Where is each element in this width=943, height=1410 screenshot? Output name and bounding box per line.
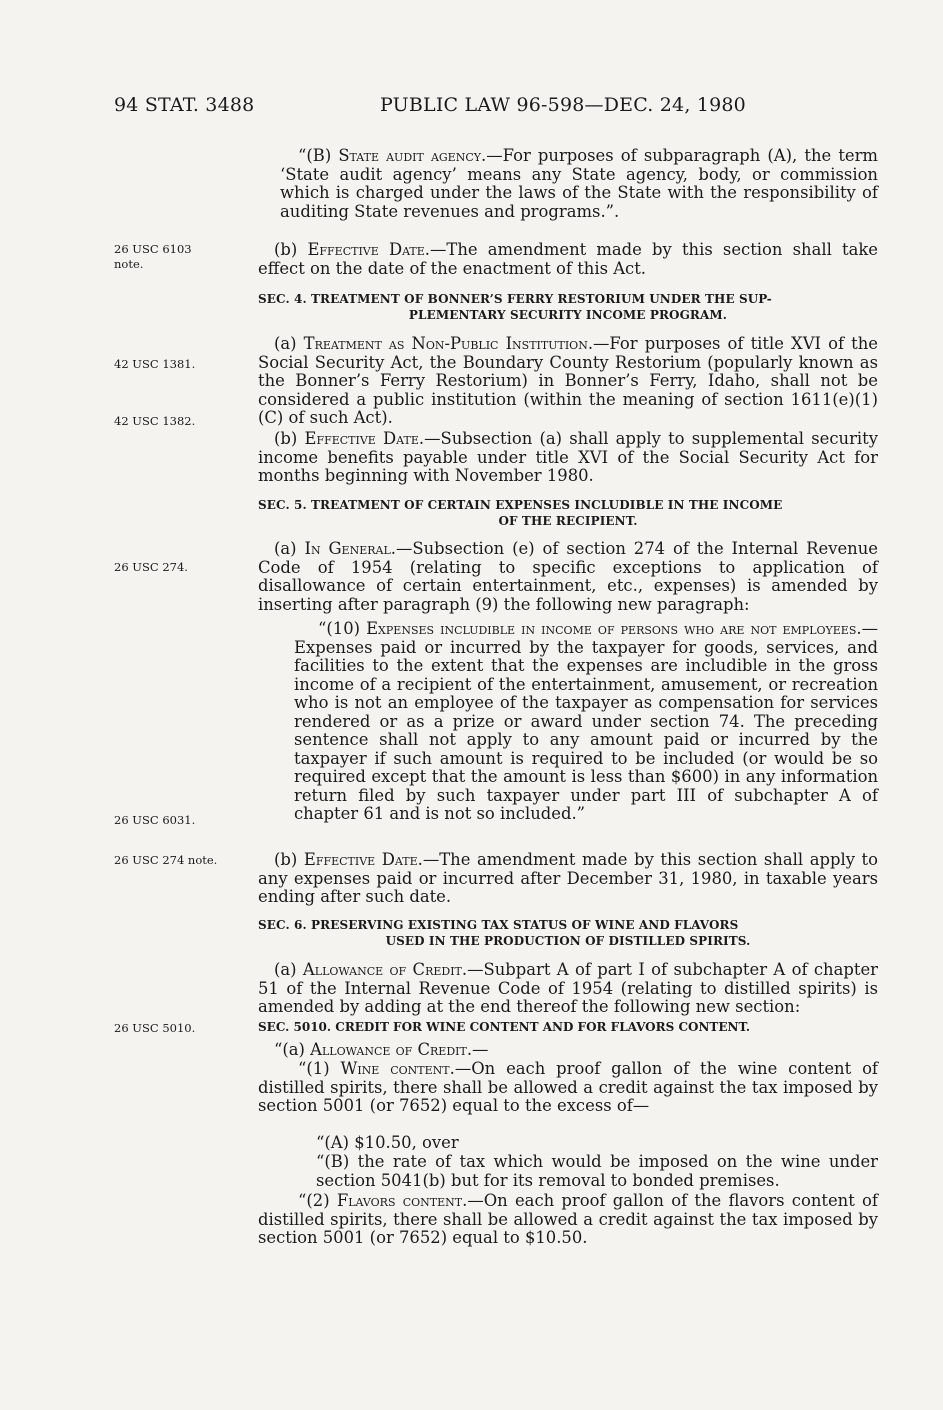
section-5-heading: SEC. 5. TREATMENT OF CERTAIN EXPENSES INCLUDIBLE IN THE INCOME OF THE RECIPIENT. bbox=[258, 498, 783, 528]
public-law-title: PUBLIC LAW 96-598—DEC. 24, 1980 bbox=[380, 94, 746, 116]
paragraph-wine-b: “(B) the rate of tax which would be imposed on the wine under section 5041(b) but for its removal to bonded premises. bbox=[316, 1152, 878, 1190]
paragraph-effective-date-3: (b) Effective Date.—The amendment made by this section shall apply to any expenses paid or incurred after December 31, 1980, in taxable years ending after such date. bbox=[258, 850, 878, 906]
margin-note: 26 USC 5010. bbox=[114, 1021, 196, 1035]
paragraph-flavors-content: “(2) Flavors content.—On each proof gallon of the flavors content of distilled spirits, there shall be allowed a credit against the tax imposed by section 5001 (or 7652) equal to $10.50. bbox=[258, 1191, 878, 1247]
margin-note: 26 USC 274. bbox=[114, 560, 188, 574]
section-6-heading: SEC. 6. PRESERVING EXISTING TAX STATUS OF WINE AND FLAVORS USED IN THE PRODUCTION OF DISTILLED SPIRITS. bbox=[258, 918, 751, 948]
paragraph-in-general: (a) In General.—Subsection (e) of section 274 of the Internal Revenue Code of 1954 (relating to specific exceptions to application of disallowance of certain entertainment, etc., expenses) is amended by inserting after paragraph (9) the following new paragraph: bbox=[258, 539, 878, 614]
paragraph-expenses-includible: “(10) Expenses includible in income of persons who are not employees.—Expenses paid or incurred by the taxpayer for goods, services, and facilities to the extent that the expenses are includible in the gross income of a recipient of the entertainment, amusement, or recreation who is not an employee of the taxpayer as compensation for services rendered or as a prize or award under section 74. The preceding sentence shall not apply to any amount paid or incurred by the taxpayer if such amount is required to be included (or would be so required except that the amount is less than $600) in any information return filed by such taxpayer under part III of subchapter A of chapter 61 and is not so included.” bbox=[294, 619, 878, 823]
paragraph-5010-a: “(a) Allowance of Credit.— bbox=[274, 1040, 489, 1059]
paragraph-state-audit-agency: “(B) State audit agency.—For purposes of subparagraph (A), the term ‘State audit agency’ means any State agency, body, or commission which is charged under the laws of the State with the responsibility of auditing State revenues and programs.”. bbox=[280, 146, 878, 221]
paragraph-effective-date-1: (b) Effective Date.—The amendment made by this section shall take effect on the date of the enactment of this Act. bbox=[258, 240, 878, 278]
paragraph-wine-a: “(A) $10.50, over bbox=[316, 1133, 459, 1152]
margin-note: note. bbox=[114, 257, 144, 271]
margin-note: 26 USC 274 note. bbox=[114, 853, 218, 867]
paragraph-allowance-of-credit: (a) Allowance of Credit.—Subpart A of part I of subchapter A of chapter 51 of the Internal Revenue Code of 1954 (relating to distilled spirits) is amended by adding at the end thereof the following new section: bbox=[258, 960, 878, 1016]
margin-note: 26 USC 6031. bbox=[114, 813, 196, 827]
margin-note: 26 USC 6103 bbox=[114, 242, 192, 256]
stat-citation: 94 STAT. 3488 bbox=[114, 94, 255, 116]
paragraph-non-public-institution: (a) Treatment as Non-Public Institution.—For purposes of title XVI of the Social Security Act, the Boundary County Restorium (popularly known as the Bonner’s Ferry Restorium) in Bonner’s Ferry, Idaho, shall not be considered a public institution (within the meaning of section 1611(e)(1)(C) of such Act). bbox=[258, 334, 878, 427]
section-5010-heading: SEC. 5010. CREDIT FOR WINE CONTENT AND FOR FLAVORS CONTENT. bbox=[258, 1020, 751, 1034]
margin-note: 42 USC 1381. bbox=[114, 357, 196, 371]
section-4-heading: SEC. 4. TREATMENT OF BONNER’S FERRY RESTORIUM UNDER THE SUP- PLEMENTARY SECURITY INCOME PROGRAM. bbox=[258, 292, 772, 322]
margin-note: 42 USC 1382. bbox=[114, 414, 196, 428]
paragraph-effective-date-2: (b) Effective Date.—Subsection (a) shall apply to supplemental security income benefits payable under title XVI of the Social Security Act for months beginning with November 1980. bbox=[258, 429, 878, 485]
paragraph-wine-content: “(1) Wine content.—On each proof gallon of the wine content of distilled spirits, there shall be allowed a credit against the tax imposed by section 5001 (or 7652) equal to the excess of— bbox=[258, 1059, 878, 1115]
